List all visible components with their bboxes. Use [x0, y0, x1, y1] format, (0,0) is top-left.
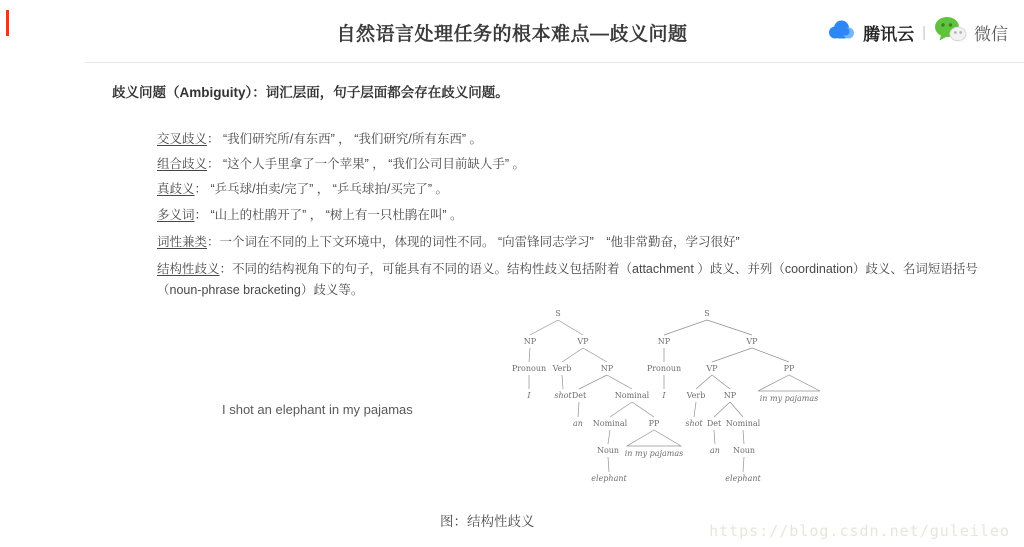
- ambiguity-item-pos: [157, 232, 987, 253]
- tree-node-label: VP: [577, 337, 589, 346]
- tree-edge: [579, 375, 607, 389]
- tree-edge: [743, 457, 744, 472]
- tree-terminal-label: in my pajamas: [759, 394, 819, 403]
- item-text: ：不同的结构视角下的句子，可能具有不同的语义。结构性歧义包括附着（attachment ）歧义、并列（coordination）歧义、名词短语括号: [219, 262, 978, 276]
- tree-node-label: S: [704, 309, 710, 318]
- tree-node-label: PP: [783, 364, 795, 373]
- tree-edge: [530, 320, 558, 335]
- tencent-cloud-icon: [826, 18, 856, 46]
- tree-terminal-label: an: [573, 419, 583, 428]
- tree-edge: [578, 402, 579, 417]
- item-term: 结构性歧义: [157, 262, 220, 276]
- tree-edge: [712, 348, 752, 362]
- figure-caption: 图：结构性歧义: [440, 514, 535, 529]
- tree-terminal-label: an: [710, 446, 720, 455]
- tree-node-label: S: [555, 309, 561, 318]
- item-term: 真歧义: [157, 182, 195, 196]
- tree-terminal-label: elephant: [591, 474, 627, 483]
- tree-edge: [712, 375, 730, 389]
- parse-trees-figure: [470, 300, 850, 500]
- example-sentence: I shot an elephant in my pajamas: [222, 402, 413, 417]
- tree-terminal-label: I: [527, 391, 531, 400]
- tree-node-label: Noun: [732, 446, 756, 455]
- item-term: 交叉歧义: [157, 132, 208, 146]
- tree-triangle: [627, 430, 681, 446]
- tree-edge: [664, 320, 707, 335]
- tree-node-label: Verb: [552, 364, 572, 373]
- ambiguity-item-cross: [157, 129, 987, 150]
- tree-node-label: NP: [600, 364, 614, 373]
- tree-edge: [607, 375, 632, 389]
- tree-edge: [583, 348, 607, 362]
- tree-edge: [714, 402, 730, 417]
- tree-node-label: PP: [648, 419, 660, 428]
- tree-terminal-label: elephant: [725, 474, 761, 483]
- item-term: 词性兼类: [157, 235, 208, 249]
- ambiguity-item-polysemy: [157, 205, 987, 226]
- tree-node-label: Nominal: [725, 419, 761, 428]
- tree-edge: [562, 348, 583, 362]
- tree-node-label: NP: [723, 391, 737, 400]
- wechat-icon: [934, 16, 967, 48]
- item-term: 组合歧义: [157, 157, 208, 171]
- tree-edge: [608, 430, 610, 444]
- tree-edge: [707, 320, 752, 335]
- tree-edge: [714, 430, 715, 444]
- tree-node-label: Det: [706, 419, 722, 428]
- tree-edge: [743, 430, 744, 444]
- watermark-url: https://blog.csdn.net/guleileo: [709, 522, 1010, 540]
- item-text: ： “乒乓球/拍卖/完了” ， “乒乓球拍/买完了” 。: [194, 182, 448, 196]
- header-divider: [85, 62, 1024, 63]
- tree-edge: [610, 402, 632, 417]
- tree-edge: [529, 348, 530, 362]
- item-text-line2: （noun-phrase bracketing）歧义等。: [157, 283, 364, 297]
- tree-edge: [696, 375, 712, 389]
- intro-text: ：词汇层面，句子层面都会存在歧义问题。: [252, 85, 509, 100]
- tree-node-label: Nominal: [592, 419, 628, 428]
- item-text: ： “我们研究所/有东西” ， “我们研究/所有东西” 。: [207, 132, 483, 146]
- item-term: 多义词: [157, 208, 195, 222]
- tencent-cloud-label: 腾讯云: [863, 24, 915, 44]
- tree-node-label: Verb: [686, 391, 706, 400]
- ambiguity-item-true: [157, 179, 987, 200]
- tree-node-label: Pronoun: [646, 364, 682, 373]
- ambiguity-item-combination: [157, 154, 987, 175]
- tree-terminal-label: shot: [554, 391, 572, 400]
- ambiguity-item-structural: [157, 259, 987, 301]
- page-title: 自然语言处理任务的根本难点—歧义问题: [336, 24, 688, 45]
- intro-term: 歧义问题（Ambiguity）: [112, 85, 253, 100]
- tree-terminal-label: I: [662, 391, 666, 400]
- tree-node-label: NP: [523, 337, 537, 346]
- tree-edge: [608, 457, 609, 472]
- tree-terminal-label: shot: [685, 419, 703, 428]
- tree-triangle: [758, 375, 820, 391]
- tree-edge: [730, 402, 743, 417]
- item-text: ： “山上的杜鹃开了” ， “树上有一只杜鹃在叫” 。: [194, 208, 463, 222]
- wechat-label: 微信: [974, 24, 1008, 44]
- brand-separator: |: [922, 23, 926, 41]
- tree-node-label: Pronoun: [511, 364, 547, 373]
- item-text: ：一个词在不同的上下文环境中，体现的词性不同。 “向雷锋同志学习” “他非常勤奋，学习很好”: [207, 235, 740, 249]
- tree-edge: [562, 375, 563, 389]
- tree-terminal-label: in my pajamas: [624, 449, 684, 458]
- intro-line: [112, 81, 509, 101]
- tree-edge: [694, 402, 696, 417]
- tree-edge: [752, 348, 789, 362]
- tree-node-label: Nominal: [614, 391, 650, 400]
- tree-node-label: NP: [657, 337, 671, 346]
- tree-node-label: VP: [706, 364, 718, 373]
- brand-lockup: [820, 15, 1008, 49]
- tree-node-label: VP: [746, 337, 758, 346]
- item-text: ： “这个人手里拿了一个苹果” ， “我们公司目前缺人手” 。: [207, 157, 526, 171]
- tree-edge: [632, 402, 654, 417]
- tree-node-label: Det: [571, 391, 587, 400]
- tree-edge: [558, 320, 583, 335]
- tree-node-label: Noun: [596, 446, 620, 455]
